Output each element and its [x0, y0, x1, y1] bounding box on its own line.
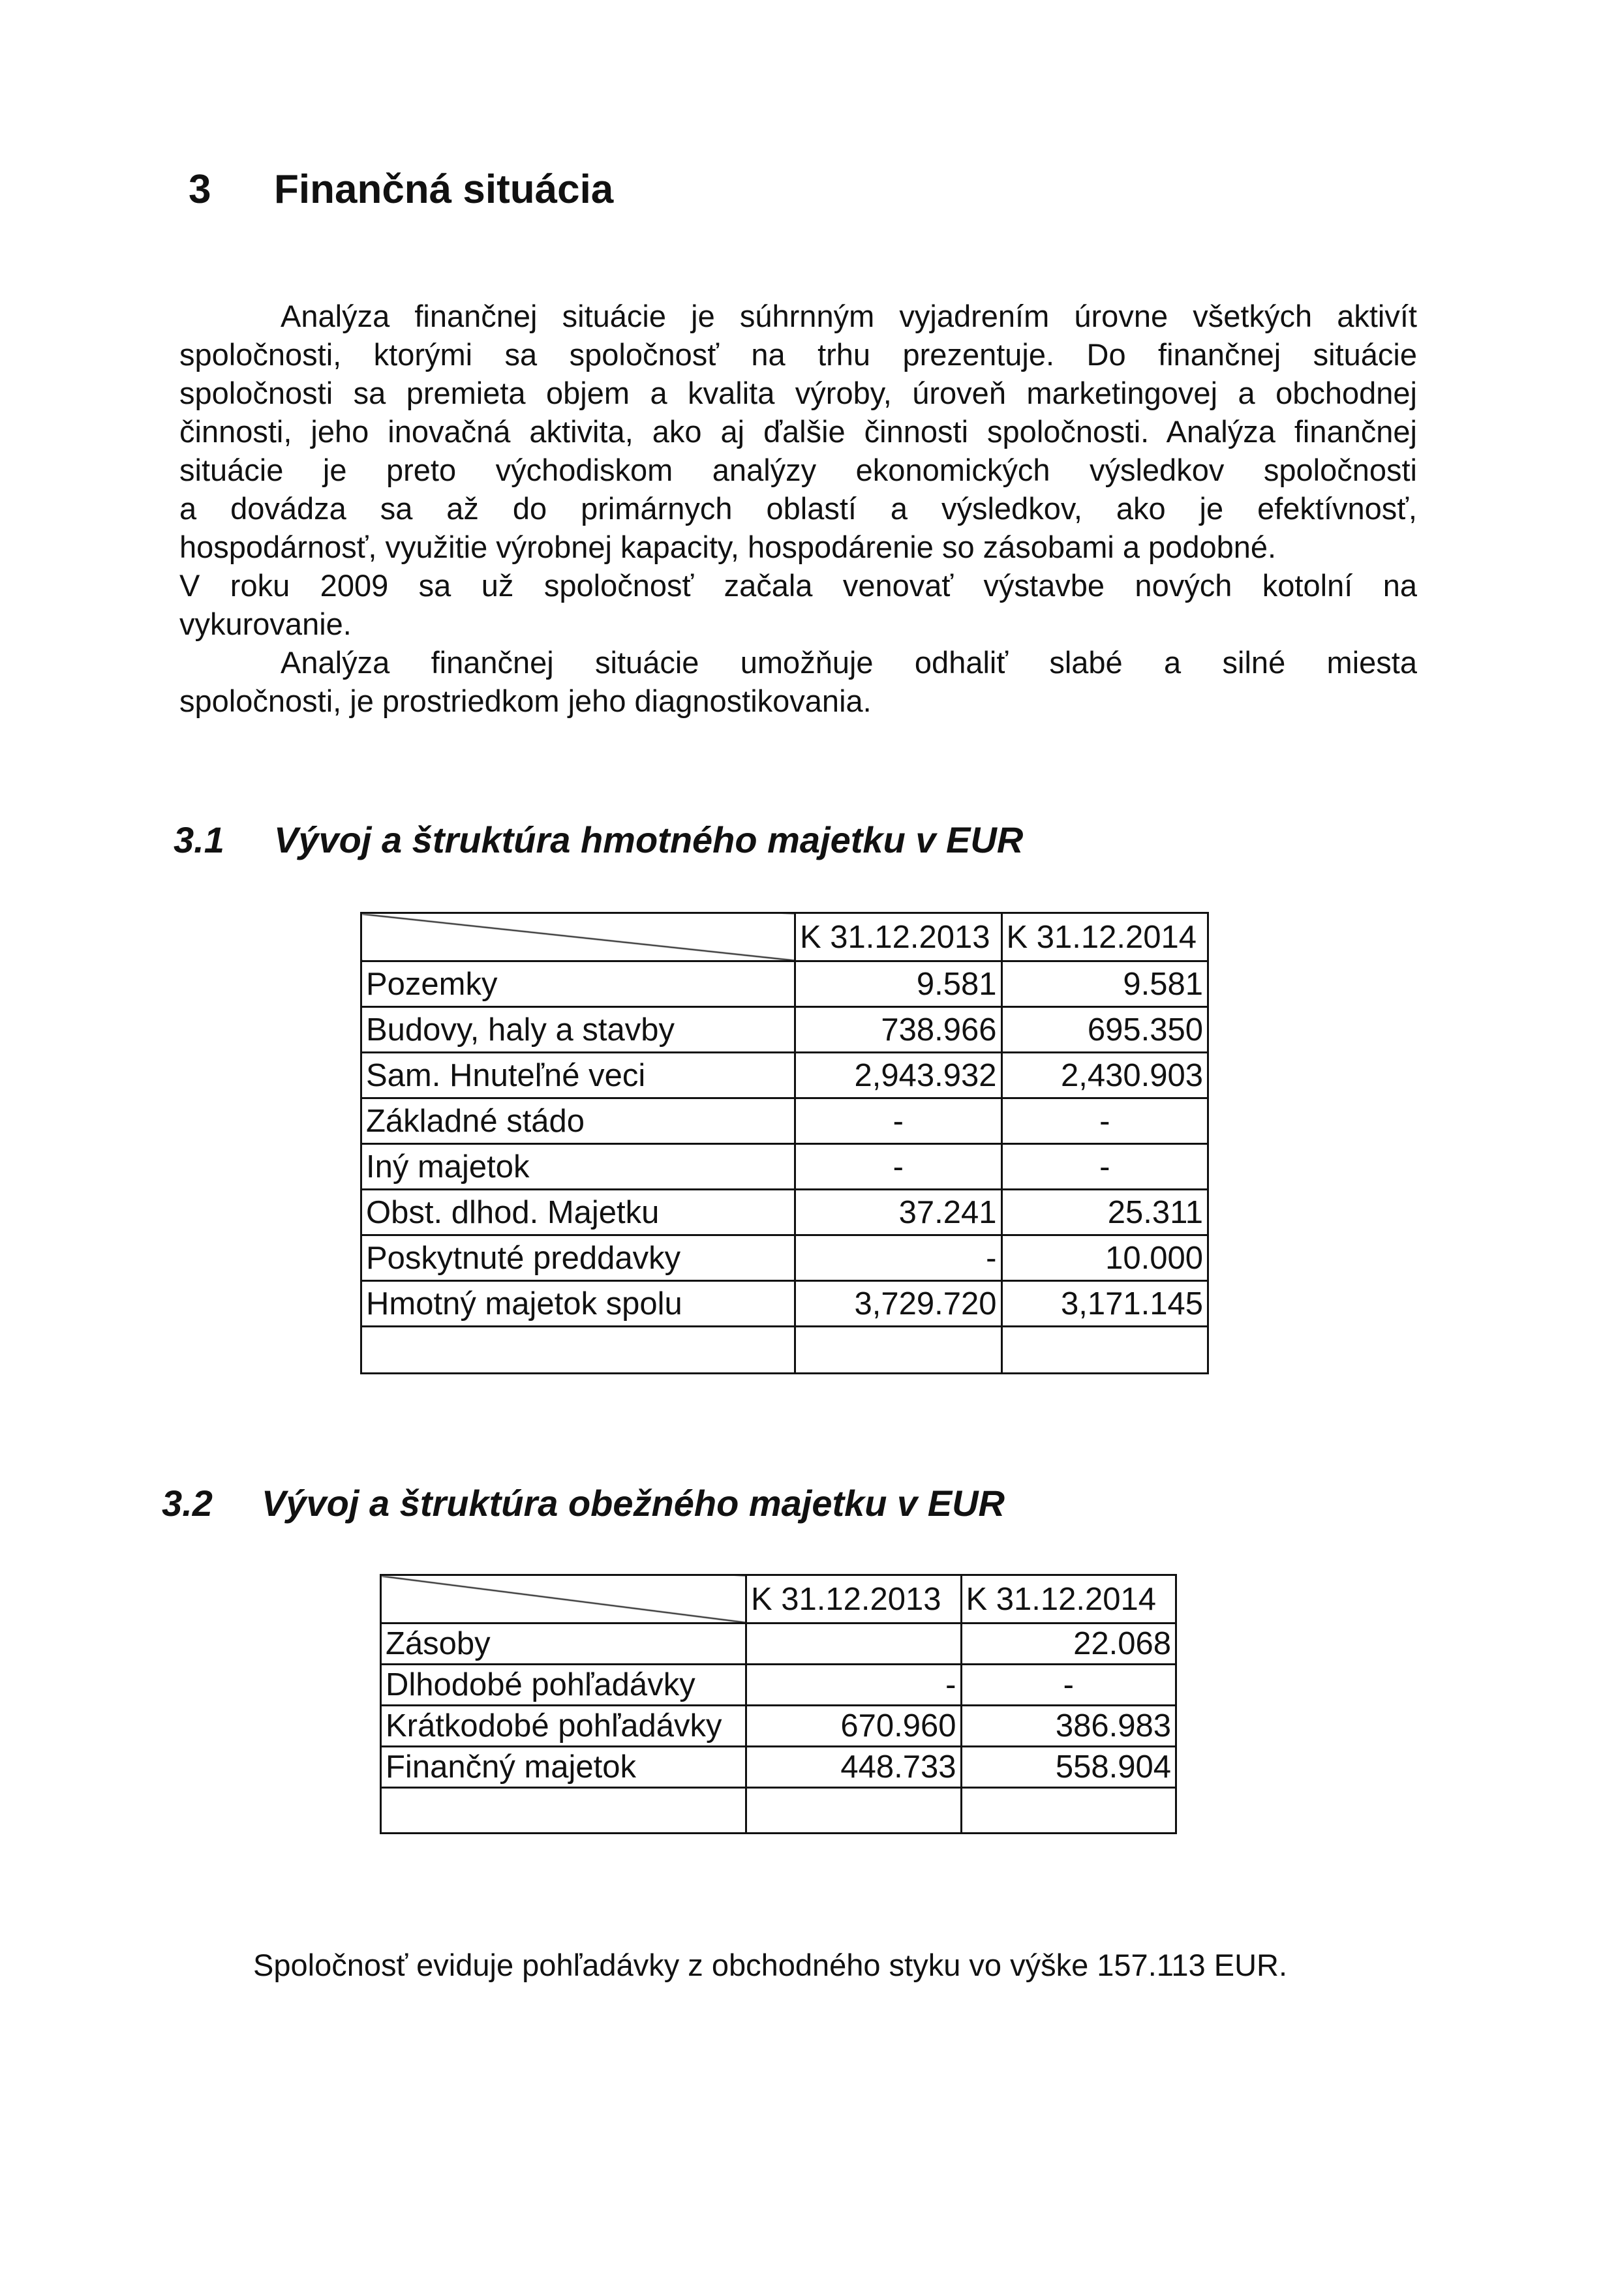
paragraph-line: vykurovanie.	[179, 607, 352, 641]
value-2013: 9.581	[795, 961, 1002, 1007]
row-label: Krátkodobé pohľadávky	[381, 1706, 746, 1747]
table-row	[381, 1747, 1176, 1788]
row-label: Iný majetok	[361, 1144, 795, 1190]
row-label: Finančný majetok	[381, 1747, 746, 1788]
table-row	[381, 1624, 1176, 1665]
value-2014: 25.311	[1001, 1190, 1208, 1235]
paragraph-line: činnosti, jeho inovačná aktivita, ako aj ďalšie činnosti spoločnosti. Analýza finančnej	[179, 414, 1417, 449]
table-row	[361, 1007, 1208, 1053]
row-label: Zásoby	[381, 1624, 746, 1665]
paragraph-line: Analýza finančnej situácie umožňuje odhaliť slabé a silné miesta	[281, 645, 1417, 680]
subsection-title-3-2: Vývoj a štruktúra obežného majetku v EUR	[262, 1483, 1005, 1524]
subsection-number-3-1: 3.1	[174, 819, 224, 860]
paragraph-line: spoločnosti, ktorými sa spoločnosť na trhu prezentuje. Do finančnej situácie	[179, 337, 1417, 372]
diagonal-header-cell	[361, 913, 795, 961]
value-2013: -	[795, 1144, 1002, 1190]
diagonal-header-cell	[381, 1575, 746, 1624]
value-2013: 37.241	[795, 1190, 1002, 1235]
column-header: K 31.12.2013	[795, 913, 1002, 961]
table-row	[361, 1235, 1208, 1281]
table-header-row	[361, 913, 1208, 961]
row-label: Dlhodobé pohľadávky	[381, 1665, 746, 1706]
table-row	[361, 1053, 1208, 1098]
value-2013: 3,729.720	[795, 1281, 1002, 1327]
table-row	[361, 1098, 1208, 1144]
value-2013: -	[746, 1665, 962, 1706]
paragraph-line: situácie je preto východiskom analýzy ekonomických výsledkov spoločnosti	[179, 453, 1417, 487]
row-label: Poskytnuté preddavky	[361, 1235, 795, 1281]
table-row	[381, 1665, 1176, 1706]
subsection-number-3-2: 3.2	[162, 1483, 213, 1524]
value-2014: 22.068	[961, 1624, 1176, 1665]
table-row	[361, 1190, 1208, 1235]
column-header: K 31.12.2014	[1001, 913, 1208, 961]
table-header-row	[381, 1575, 1176, 1624]
empty-row	[381, 1788, 1176, 1834]
row-label: Sam. Hnuteľné veci	[361, 1053, 795, 1098]
value-2014: 695.350	[1001, 1007, 1208, 1053]
paragraph-line: hospodárnosť, využitie výrobnej kapacity, hospodárenie so zásobami a podobné.	[179, 530, 1277, 564]
table-row	[361, 961, 1208, 1007]
current-assets-table	[380, 1574, 1177, 1834]
value-2014: 3,171.145	[1001, 1281, 1208, 1327]
table-row	[381, 1706, 1176, 1747]
paragraph-line: spoločnosti, je prostriedkom jeho diagnostikovania.	[179, 684, 872, 718]
row-label: Pozemky	[361, 961, 795, 1007]
value-2013: -	[795, 1235, 1002, 1281]
value-2013: -	[795, 1098, 1002, 1144]
value-2014: -	[1001, 1144, 1208, 1190]
value-2013	[746, 1624, 962, 1665]
row-label: Budovy, haly a stavby	[361, 1007, 795, 1053]
value-2014: -	[961, 1665, 1176, 1706]
tangible-assets-table	[360, 912, 1209, 1374]
column-header: K 31.12.2013	[746, 1575, 962, 1624]
value-2013: 738.966	[795, 1007, 1002, 1053]
section-number: 3	[189, 167, 211, 212]
value-2014: 9.581	[1001, 961, 1208, 1007]
empty-row	[361, 1327, 1208, 1374]
intro-paragraph	[179, 297, 1417, 720]
table-row	[361, 1281, 1208, 1327]
value-2014: 10.000	[1001, 1235, 1208, 1281]
value-2014: 2,430.903	[1001, 1053, 1208, 1098]
row-label: Obst. dlhod. Majetku	[361, 1190, 795, 1235]
row-label: Hmotný majetok spolu	[361, 1281, 795, 1327]
value-2013: 448.733	[746, 1747, 962, 1788]
paragraph-line: V roku 2009 sa už spoločnosť začala venovať výstavbe nových kotolní na	[179, 568, 1417, 603]
row-label: Základné stádo	[361, 1098, 795, 1144]
value-2014: 558.904	[961, 1747, 1176, 1788]
value-2013: 670.960	[746, 1706, 962, 1747]
section-title: Finančná situácia	[274, 167, 614, 212]
receivables-note: Spoločnosť eviduje pohľadávky z obchodného styku vo výške 157.113 EUR.	[253, 1948, 1288, 1982]
paragraph-line: spoločnosti sa premieta objem a kvalita výroby, úroveň marketingovej a obchodnej	[179, 376, 1417, 410]
column-header: K 31.12.2014	[961, 1575, 1176, 1624]
paragraph-line: Analýza finančnej situácie je súhrnným vyjadrením úrovne všetkých aktivít	[281, 299, 1417, 333]
subsection-title-3-1: Vývoj a štruktúra hmotného majetku v EUR	[274, 819, 1024, 860]
table-row	[361, 1144, 1208, 1190]
value-2013: 2,943.932	[795, 1053, 1002, 1098]
value-2014: -	[1001, 1098, 1208, 1144]
paragraph-line: a dovádza sa až do primárnych oblastí a výsledkov, ako je efektívnosť,	[179, 491, 1417, 526]
value-2014: 386.983	[961, 1706, 1176, 1747]
